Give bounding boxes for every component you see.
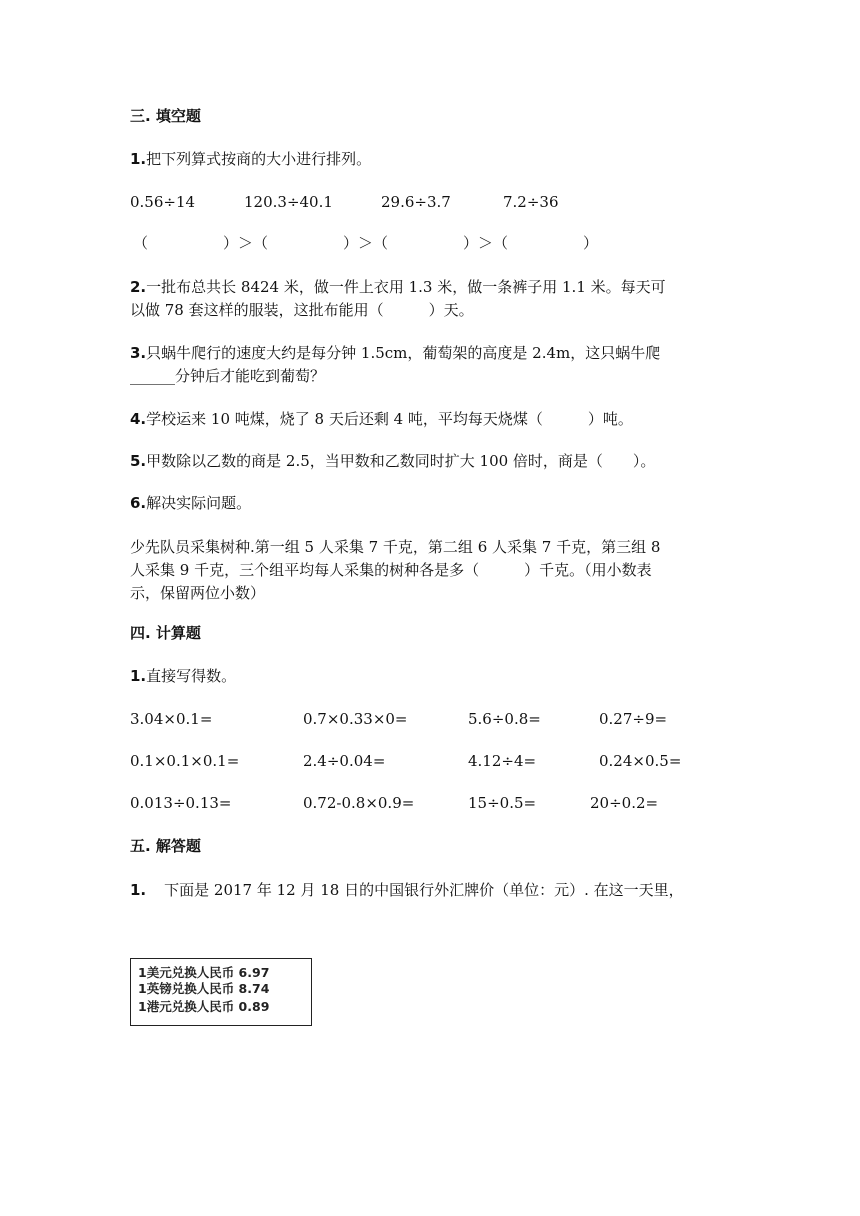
question-3-5 <box>130 450 655 472</box>
calc-item: 5.6÷0.8= <box>468 710 541 728</box>
question-text: 直接写得数。 <box>146 667 237 685</box>
question-5-1 <box>130 879 684 901</box>
section-4-heading: 四. 计算题 <box>130 624 201 642</box>
calc-item: 0.72-0.8×0.9= <box>303 794 415 812</box>
question-number: 1. <box>130 667 147 685</box>
problem-line-2: 人采集 9 千克，三个组平均每人采集的树种各是多（ ）千克。（用小数表 <box>130 561 652 579</box>
question-text: 只蜗牛爬行的速度大约是每分钟 1.5cm，葡萄架的高度是 2.4m，这只蜗牛爬 <box>146 344 661 362</box>
question-3-3-line-1 <box>130 342 660 364</box>
question-number: 3. <box>130 344 147 362</box>
expression-2: 120.3÷40.1 <box>244 193 333 211</box>
rate-usd: 1美元兑换人民币 6.97 <box>138 965 270 980</box>
question-4-1 <box>130 665 236 687</box>
problem-line-3: 示，保留两位小数） <box>130 584 266 602</box>
expression-3: 29.6÷3.7 <box>381 193 451 211</box>
question-text: 学校运来 10 吨煤，烧了 8 天后还剩 4 吨，平均每天烧煤（ ）吨。 <box>146 410 633 428</box>
calc-item: 2.4÷0.04= <box>303 752 386 770</box>
rate-gbp: 1英镑兑换人民币 8.74 <box>138 981 270 996</box>
exchange-rate-box <box>130 958 312 1026</box>
question-3-3-line-2: ______分钟后才能吃到葡萄？ <box>130 367 326 385</box>
expression-4: 7.2÷36 <box>503 193 559 211</box>
calc-item: 0.1×0.1×0.1= <box>130 752 240 770</box>
question-text: 一批布总共长 8424 米，做一件上衣用 1.3 米，做一条裤子用 1.1 米。每天可 <box>146 278 666 296</box>
calc-item: 0.7×0.33×0= <box>303 710 408 728</box>
calc-item: 3.04×0.1= <box>130 710 213 728</box>
section-5-heading: 五. 解答题 <box>130 837 201 855</box>
question-number: 6. <box>130 494 147 512</box>
problem-line-1: 少先队员采集树种.第一组 5 人采集 7 千克，第二组 6 人采集 7 千克，第三组 8 <box>130 538 661 556</box>
rate-hkd: 1港元兑换人民币 0.89 <box>138 999 270 1014</box>
calc-item: 0.24×0.5= <box>599 752 682 770</box>
ordering-answer-line: （ ）＞（ ）＞（ ）＞（ ） <box>133 234 599 252</box>
question-3-2-line-1 <box>130 276 666 298</box>
question-number: 5. <box>130 452 147 470</box>
question-text: 下面是 2017 年 12 月 18 日的中国银行外汇牌价（单位：元）. 在这一天里， <box>164 881 684 899</box>
question-text: 把下列算式按商的大小进行排列。 <box>146 150 372 168</box>
question-text: 解决实际问题。 <box>146 494 252 512</box>
question-text: 甲数除以乙数的商是 2.5，当甲数和乙数同时扩大 100 倍时，商是（ ）。 <box>146 452 656 470</box>
calc-item: 0.27÷9= <box>599 710 668 728</box>
calc-item: 20÷0.2= <box>590 794 659 812</box>
calc-item: 0.013÷0.13= <box>130 794 232 812</box>
question-number: 1. <box>130 150 147 168</box>
question-3-2-line-2: 以做 78 套这样的服装，这批布能用（ ）天。 <box>130 301 474 319</box>
question-number: 2. <box>130 278 147 296</box>
question-number: 1. <box>130 881 147 899</box>
expression-1: 0.56÷14 <box>130 193 196 211</box>
question-3-1 <box>130 148 371 170</box>
calc-item: 15÷0.5= <box>468 794 537 812</box>
question-number: 4. <box>130 410 147 428</box>
section-3-heading: 三. 填空题 <box>130 107 201 125</box>
question-3-6 <box>130 492 251 514</box>
calc-item: 4.12÷4= <box>468 752 537 770</box>
question-3-4 <box>130 408 633 430</box>
